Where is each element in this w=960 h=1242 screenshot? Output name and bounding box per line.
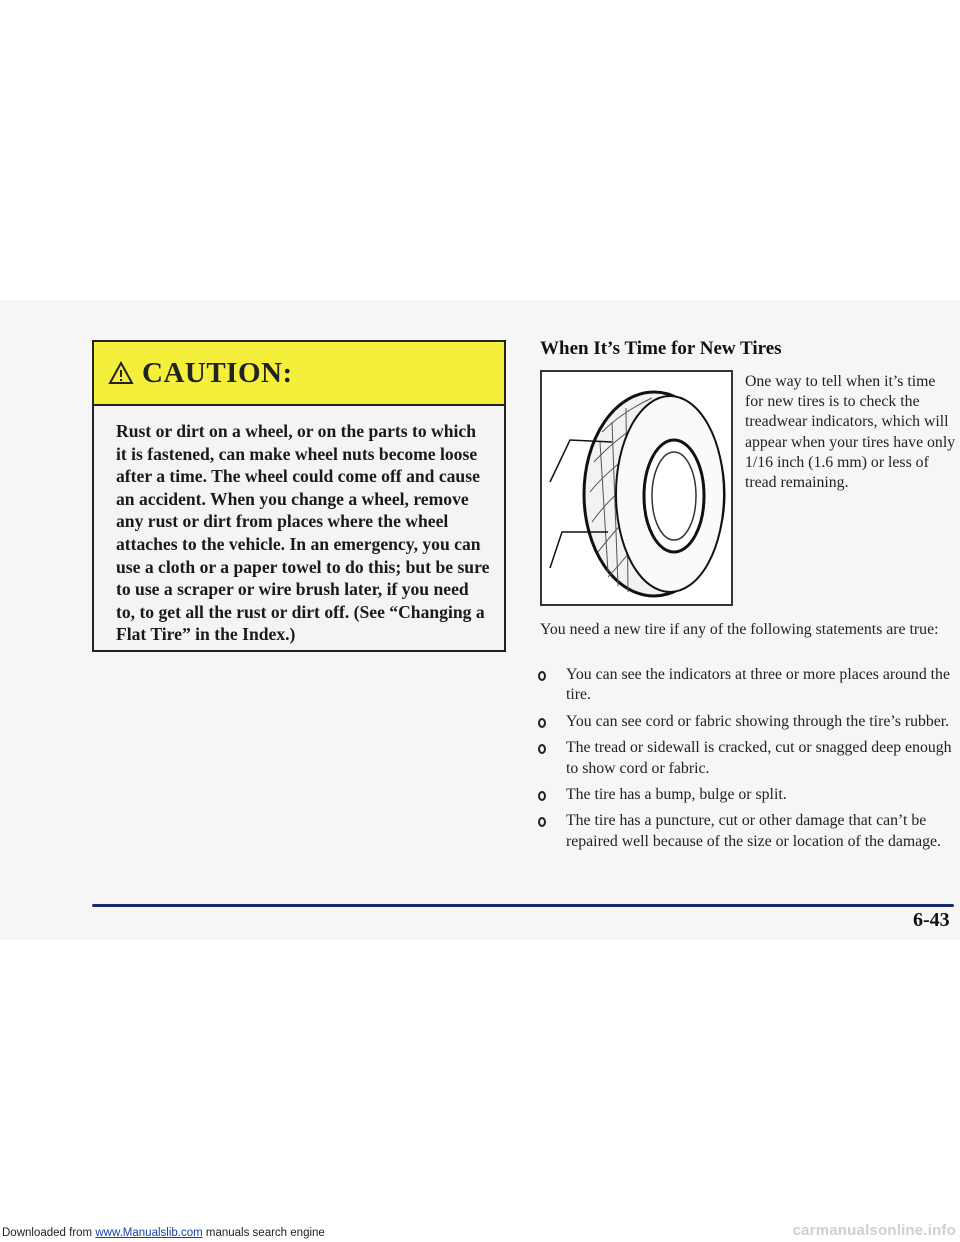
caution-text: Rust or dirt on a wheel, or on the parts to which it is fastened, can make wheel nuts become loose after a time. The wheel could come off and cause an accident. When you change a wheel, remove any rust or dirt from places where the wheel attaches to the vehicle. In an emergency, you can use a cloth or a paper towel to do this; but be sure to use a scraper or wire brush later, if you need to, to get all the rust or dirt off. (See “Changing a Flat Tire” in the Index.) xyxy=(116,421,490,645)
condition-list xyxy=(538,665,958,858)
tire-illustration xyxy=(540,370,733,606)
download-footer: Downloaded from www.Manualslib.com manuals search engine xyxy=(2,1227,325,1239)
watermark: carmanualsonline.info xyxy=(792,1222,956,1239)
footer-rule xyxy=(92,904,954,907)
warning-triangle-icon xyxy=(108,361,134,385)
bullet-icon xyxy=(538,671,546,681)
caution-header xyxy=(94,342,504,406)
section-title: When It’s Time for New Tires xyxy=(540,338,782,359)
list-item: The tire has a bump, bulge or split. xyxy=(538,785,958,805)
bullet-icon xyxy=(538,817,546,827)
side-description: One way to tell when it’s time for new tires is to check the treadwear indicators, which will appear when your tires have only 1/16 inch (1.6 mm) or less of tread remaining. xyxy=(745,373,956,492)
bullet-icon xyxy=(538,791,546,801)
list-item: You can see the indicators at three or more places around the tire. xyxy=(538,665,958,706)
intro-text: You need a new tire if any of the following statements are true: xyxy=(540,621,939,638)
list-item: The tire has a puncture, cut or other damage that can’t be repaired well because of the size or location of the damage. xyxy=(538,811,958,852)
tire-icon xyxy=(542,372,731,604)
list-item: You can see cord or fabric showing through the tire’s rubber. xyxy=(538,712,958,732)
list-item: The tread or sidewall is cracked, cut or snagged deep enough to show cord or fabric. xyxy=(538,738,958,779)
bullet-icon xyxy=(538,718,546,728)
bullet-icon xyxy=(538,744,546,754)
caution-box xyxy=(92,340,506,652)
manualslib-link[interactable]: www.Manualslib.com xyxy=(95,1227,203,1239)
page-number: 6-43 xyxy=(913,909,950,931)
caution-title: CAUTION: xyxy=(142,356,293,389)
